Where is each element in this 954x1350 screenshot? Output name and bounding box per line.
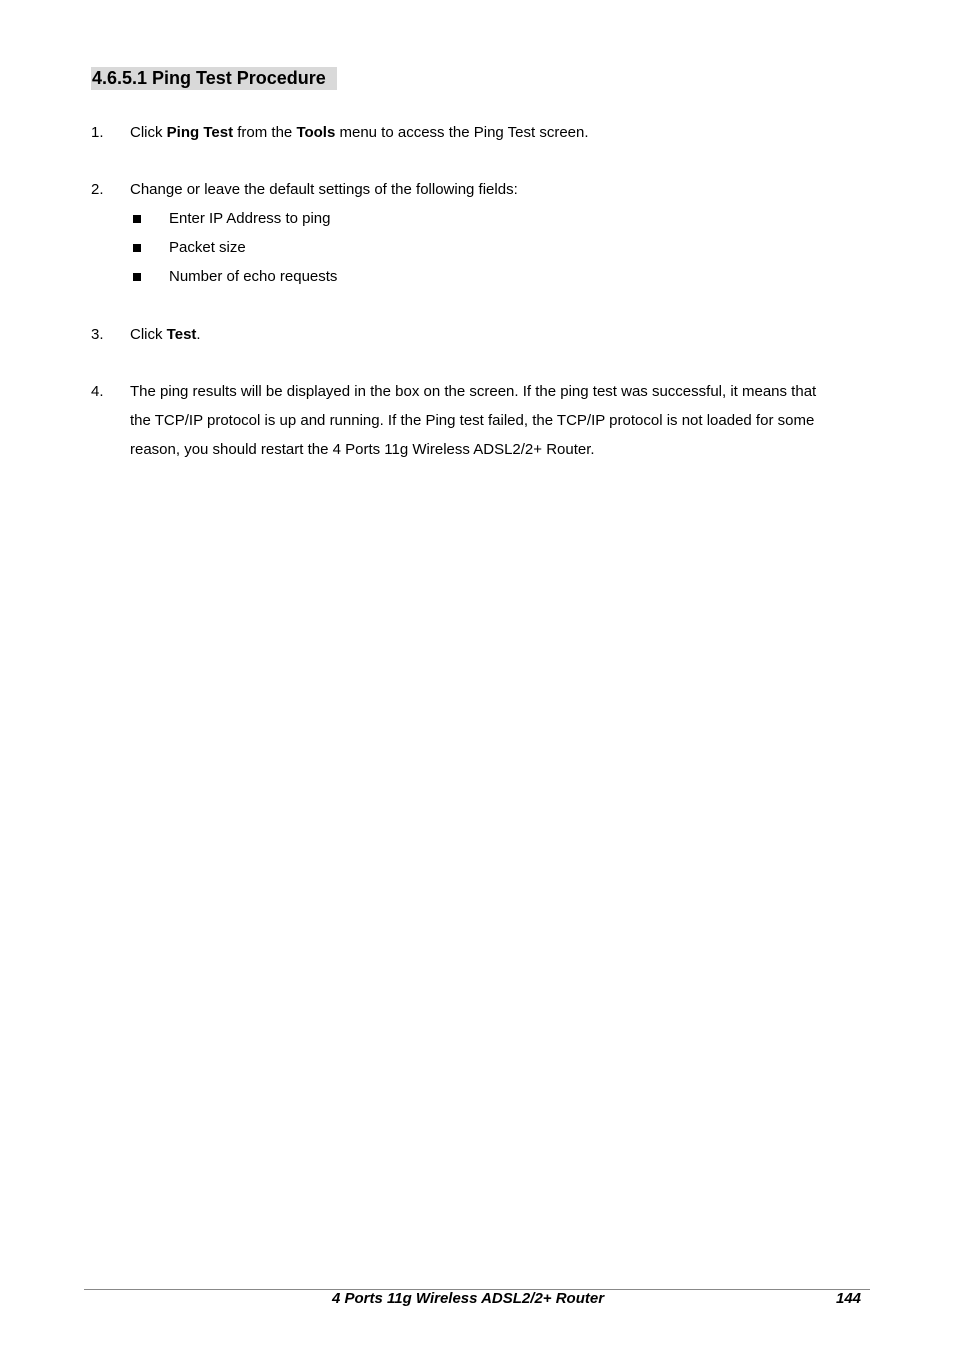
- step-1-text-part: from the: [233, 124, 297, 141]
- bullet-item: Number of echo requests: [169, 268, 338, 285]
- step-3-text-part: Click: [130, 326, 167, 343]
- page-number: 144: [836, 1290, 862, 1307]
- step-2-text: Change or leave the default settings of the following fields:: [130, 181, 518, 198]
- square-bullet-icon: [133, 215, 141, 223]
- step-4-line: reason, you should restart the 4 Ports 11g Wireless ADSL2/2+ Router.: [130, 441, 595, 458]
- square-bullet-icon: [133, 244, 141, 252]
- section-heading: 4.6.5.1 Ping Test Procedure: [91, 67, 337, 90]
- step-3-button-name: Test: [166, 326, 197, 343]
- step-3-text: [130, 325, 201, 345]
- bullet-item: Packet size: [169, 239, 246, 256]
- footer-title: 4 Ports 11g Wireless ADSL2/2+ Router: [332, 1290, 605, 1307]
- step-4-line: The ping results will be displayed in the box on the screen. If the ping test was successful, it means that: [130, 383, 817, 400]
- bullet-item: Enter IP Address to ping: [169, 210, 331, 227]
- square-bullet-icon: [133, 273, 141, 281]
- step-1-text-part: Click: [130, 124, 167, 141]
- step-1-menu-item-name: Ping Test: [166, 124, 234, 141]
- step-3-number: 3.: [91, 326, 104, 343]
- step-3-text-part: .: [196, 326, 201, 343]
- step-1-number: 1.: [91, 124, 104, 141]
- step-2-number: 2.: [91, 181, 104, 198]
- step-4-line: the TCP/IP protocol is up and running. If the Ping test failed, the TCP/IP protocol is not loaded for some: [130, 412, 815, 429]
- step-1-menu-name: Tools: [296, 124, 336, 141]
- step-1-text-part: menu to access the Ping Test screen.: [335, 124, 589, 141]
- step-4-number: 4.: [91, 383, 104, 400]
- step-1-text: [130, 123, 589, 143]
